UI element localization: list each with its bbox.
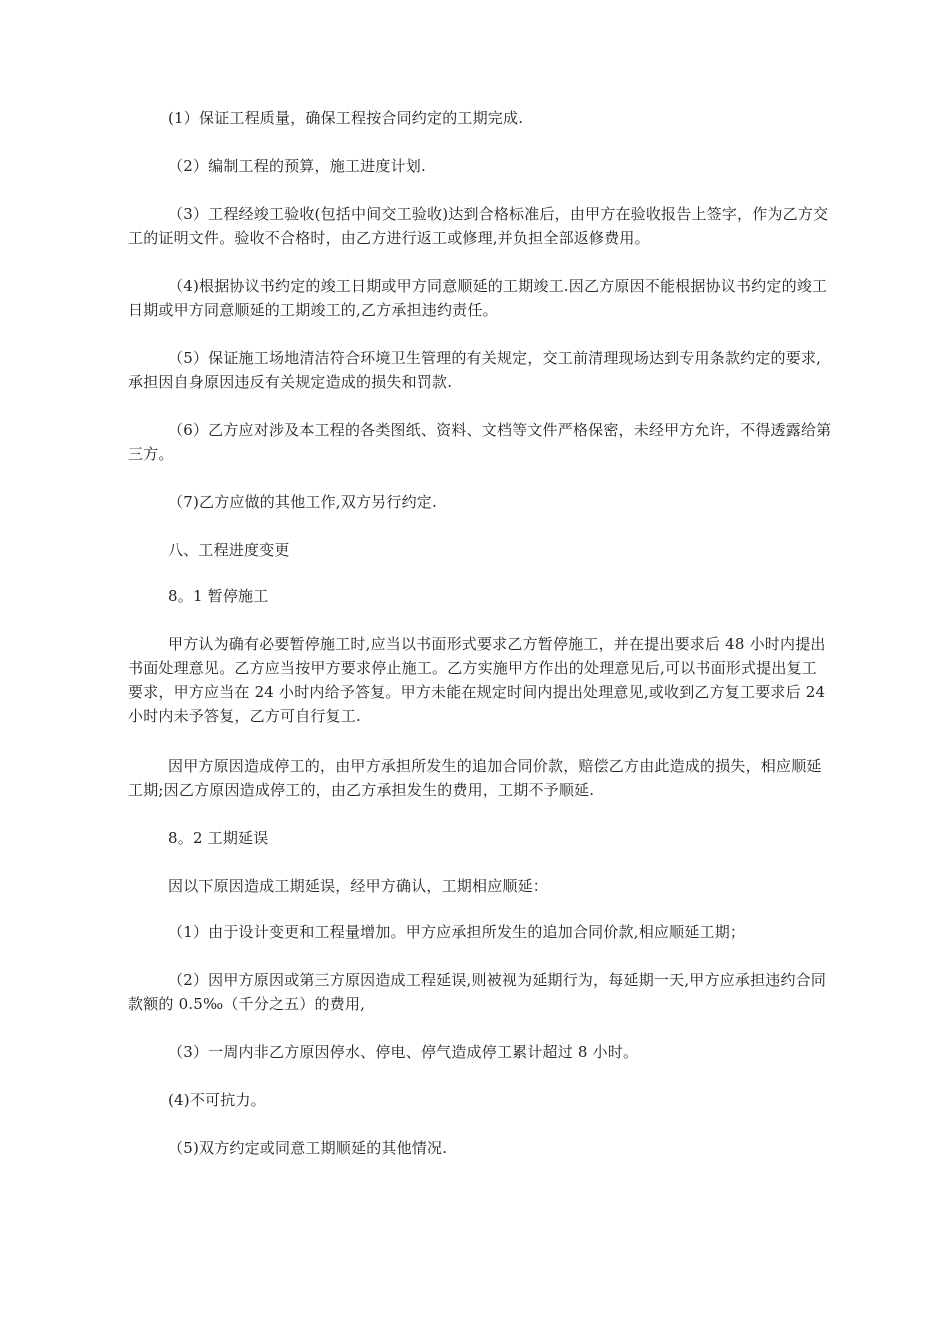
paragraph-2: （2）编制工程的预算，施工进度计划. bbox=[168, 157, 426, 175]
paragraph-8-2-item-5: （5)双方约定或同意工期顺延的其他情况. bbox=[168, 1139, 448, 1157]
paragraph-5: （5）保证施工场地清洁符合环境卫生管理的有关规定，交工前清理现场达到专用条款约定的要求,承担因自身原因违反有关规定造成的损失和罚款. bbox=[128, 349, 822, 391]
subsection-heading-8-2: 8。2 工期延误 bbox=[168, 829, 269, 847]
paragraph-8-2-item-4: (4)不可抗力。 bbox=[168, 1091, 266, 1109]
paragraph-8-1-body: 甲方认为确有必要暂停施工时,应当以书面形式要求乙方暂停施工，并在提出要求后 48 小时内提出书面处理意见。乙方应当按甲方要求停止施工。乙方实施甲方作出的处理意见后,可以书面形式提出复工要求，甲方应当在 24 小时内给予答复。甲方未能在规定时间内提出处理意见,或收到乙方复工要求后 24 小时内未予答复，乙方可自行复工. bbox=[128, 635, 826, 725]
paragraph-6: （6）乙方应对涉及本工程的各类图纸、资料、文档等文件严格保密，未经甲方允许，不得透露给第三方。 bbox=[128, 421, 832, 463]
paragraph-8-2-item-2: （2）因甲方原因或第三方原因造成工程延误,则被视为延期行为，每延期一天,甲方应承担违约合同款额的 0.5‰（千分之五）的费用, bbox=[128, 971, 827, 1013]
paragraph-1: (1）保证工程质量，确保工程按合同约定的工期完成. bbox=[168, 109, 524, 127]
section-heading-8: 八、工程进度变更 bbox=[168, 541, 290, 559]
paragraph-8-1-liability: 因甲方原因造成停工的，由甲方承担所发生的追加合同价款，赔偿乙方由此造成的损失，相应顺延工期;因乙方原因造成停工的，由乙方承担发生的费用，工期不予顺延. bbox=[128, 757, 822, 799]
paragraph-8-2-item-3: （3）一周内非乙方原因停水、停电、停气造成停工累计超过 8 小时。 bbox=[168, 1043, 639, 1061]
paragraph-8-2-intro: 因以下原因造成工期延误，经甲方确认，工期相应顺延： bbox=[168, 877, 549, 895]
paragraph-8-2-item-1: （1）由于设计变更和工程量增加。甲方应承担所发生的追加合同价款,相应顺延工期； bbox=[168, 923, 746, 941]
subsection-heading-8-1: 8。1 暂停施工 bbox=[168, 587, 269, 605]
paragraph-4: （4)根据协议书约定的竣工日期或甲方同意顺延的工期竣工.因乙方原因不能根据协议书约定的竣工日期或甲方同意顺延的工期竣工的,乙方承担违约责任。 bbox=[128, 277, 828, 319]
paragraph-3: （3）工程经竣工验收(包括中间交工验收)达到合格标准后，由甲方在验收报告上签字，作为乙方交工的证明文件。验收不合格时，由乙方进行返工或修理,并负担全部返修费用。 bbox=[128, 205, 829, 247]
paragraph-7: （7)乙方应做的其他工作,双方另行约定. bbox=[168, 493, 437, 511]
